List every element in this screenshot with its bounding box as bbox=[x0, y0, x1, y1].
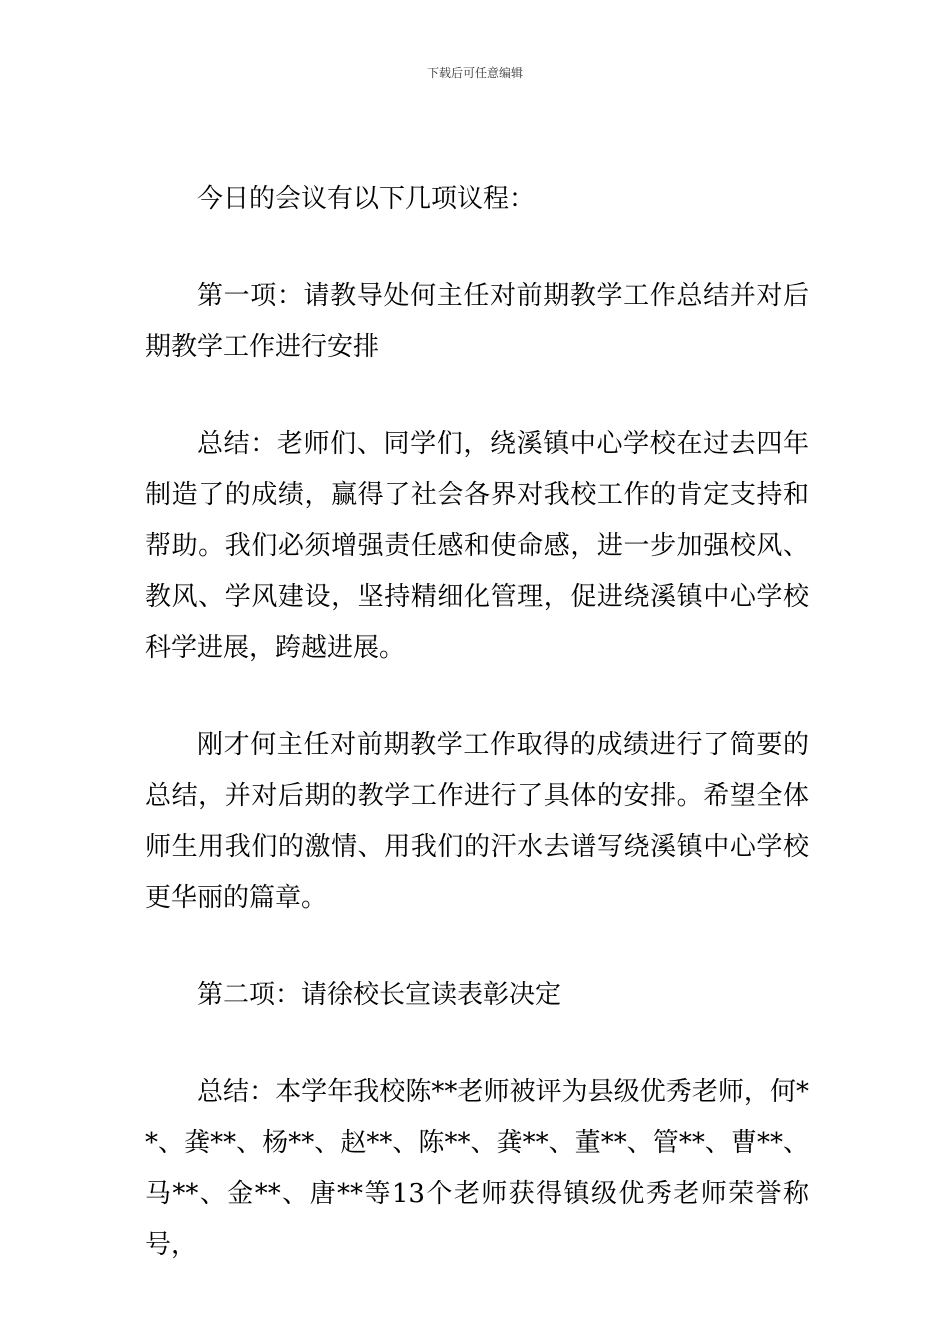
summary-two-paragraph: 总结：本学年我校陈**老师被评为县级优秀老师，何**、龚**、杨**、赵**、陈**、龚**、董**、管**、曹**、马**、金**、唐**等13个老师获得镇级优秀老师荣誉称号， bbox=[145, 1077, 809, 1260]
agenda-intro-paragraph: 今日的会议有以下几项议程： bbox=[197, 184, 536, 214]
summary-one-paragraph: 总结：老师们、同学们，绕溪镇中心学校在过去四年制造了的成绩，赢得了社会各界对我校工作的肯定支持和帮助。我们必须增强责任感和使命感，进一步加强校风、教风、学风建设，坚持精细化管理，促进绕溪镇中心学校科学进展，跨越进展。 bbox=[145, 429, 809, 663]
document-body bbox=[145, 174, 809, 1271]
page-header-note: 下载后可任意编辑 bbox=[426, 66, 523, 80]
agenda-item-two-paragraph: 第二项：请徐校长宣读表彰决定 bbox=[197, 980, 562, 1010]
agenda-item-one-paragraph: 第一项：请教导处何主任对前期教学工作总结并对后期教学工作进行安排 bbox=[145, 281, 809, 362]
director-remarks-paragraph: 刚才何主任对前期教学工作取得的成绩进行了简要的总结，并对后期的教学工作进行了具体的安排。希望全体师生用我们的激情、用我们的汗水去谱写绕溪镇中心学校更华丽的篇章。 bbox=[145, 730, 809, 913]
